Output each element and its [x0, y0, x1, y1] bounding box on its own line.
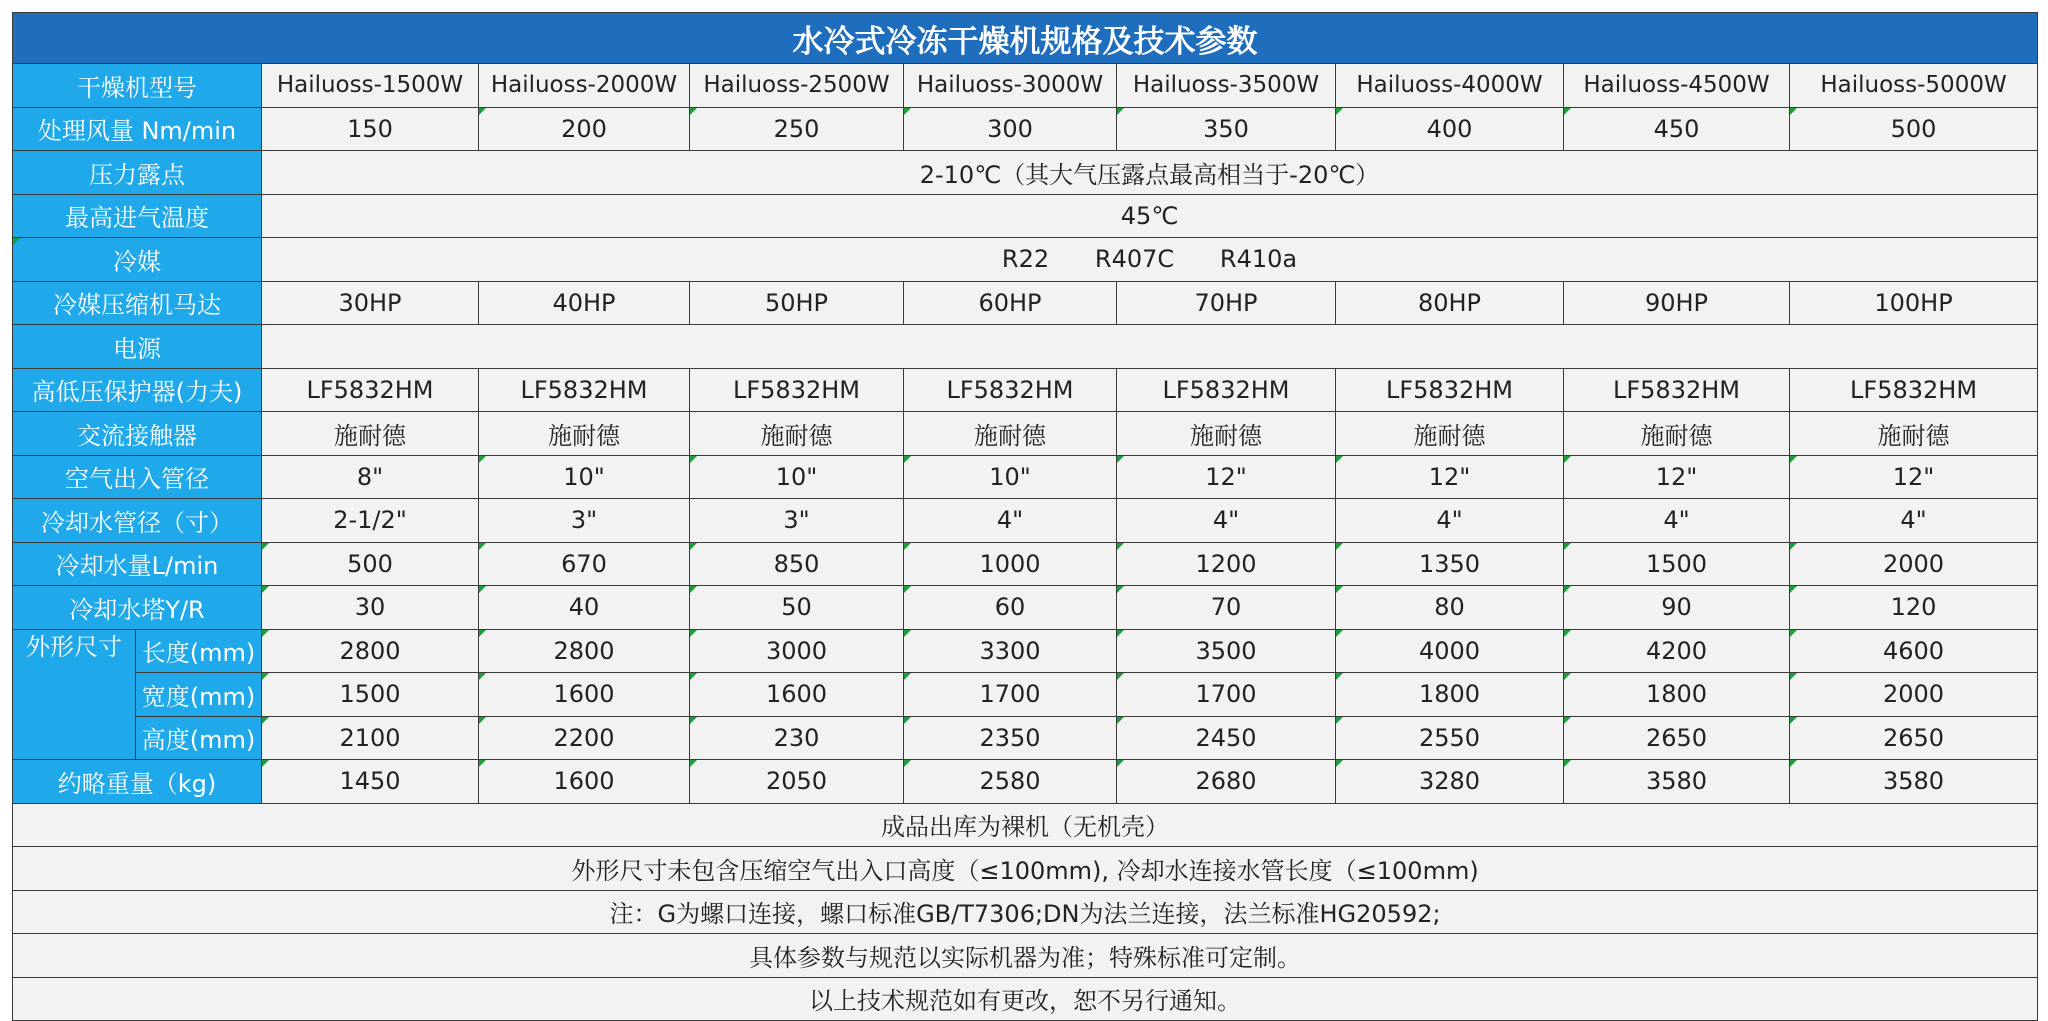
- spec-table-body: [13, 13, 2038, 1021]
- value-cell: 300: [904, 107, 1117, 151]
- value-cell: 60: [904, 586, 1117, 630]
- note-row: [13, 803, 2038, 847]
- note-row: [13, 977, 2038, 1021]
- value-cell: 850: [690, 542, 904, 586]
- value-cell: 80: [1336, 586, 1564, 630]
- dimensions-group-text: 外形尺寸: [26, 632, 122, 661]
- value-cell: 2680: [1117, 760, 1336, 804]
- merged-value-cell: 45℃: [262, 194, 2038, 238]
- value-cell: 10": [904, 455, 1117, 499]
- row-label: 冷却水管径（寸）: [13, 499, 262, 543]
- value-cell: 12": [1117, 455, 1336, 499]
- value-cell: 70HP: [1117, 281, 1336, 325]
- merged-value-cell: [262, 325, 2038, 369]
- compressor-motor-row: [13, 281, 2038, 325]
- value-cell: 3580: [1790, 760, 2038, 804]
- row-label: 冷媒压缩机马达: [13, 281, 262, 325]
- value-cell: 2050: [690, 760, 904, 804]
- value-cell: 150: [262, 107, 479, 151]
- value-cell: 4000: [1336, 629, 1564, 673]
- value-cell: 2000: [1790, 542, 2038, 586]
- value-cell: 施耐德: [479, 412, 690, 456]
- value-cell: 4": [1336, 499, 1564, 543]
- note-text: 具体参数与规范以实际机器为准；特殊标准可定制。: [13, 934, 2038, 978]
- merged-value-cell: 2-10℃（其大气压露点最高相当于-20℃）: [262, 151, 2038, 195]
- row-label: 最高进气温度: [13, 194, 262, 238]
- row-label: 电源: [13, 325, 262, 369]
- value-cell: 3580: [1564, 760, 1790, 804]
- power-supply-row: [13, 325, 2038, 369]
- value-cell: LF5832HM: [1790, 368, 2038, 412]
- value-cell: LF5832HM: [904, 368, 1117, 412]
- value-cell: 1700: [904, 673, 1117, 717]
- value-cell: 施耐德: [1336, 412, 1564, 456]
- dimension-row-length: [13, 629, 2038, 673]
- model-name-cell: Hailuoss-4000W: [1336, 64, 1564, 108]
- row-label: 空气出入管径: [13, 455, 262, 499]
- cooling-pipe-row: [13, 499, 2038, 543]
- value-cell: 1500: [1564, 542, 1790, 586]
- dimension-label: 长度(mm): [136, 629, 262, 673]
- value-cell: 施耐德: [1790, 412, 2038, 456]
- value-cell: 施耐德: [690, 412, 904, 456]
- value-cell: 施耐德: [904, 412, 1117, 456]
- value-cell: 1800: [1564, 673, 1790, 717]
- value-cell: 60HP: [904, 281, 1117, 325]
- note-text: 注：G为螺口连接，螺口标准GB/T7306;DN为法兰连接，法兰标准HG20592;: [13, 890, 2038, 934]
- max-inlet-temp-row: [13, 194, 2038, 238]
- title-row: [13, 13, 2038, 64]
- cooling-water-row: [13, 542, 2038, 586]
- dew-point-row: [13, 151, 2038, 195]
- value-cell: 3": [479, 499, 690, 543]
- value-cell: 2650: [1564, 716, 1790, 760]
- value-cell: 2350: [904, 716, 1117, 760]
- value-cell: 90HP: [1564, 281, 1790, 325]
- value-cell: 100HP: [1790, 281, 2038, 325]
- refrigerant-row: [13, 238, 2038, 282]
- dimension-label: 宽度(mm): [136, 673, 262, 717]
- value-cell: 3": [690, 499, 904, 543]
- value-cell: 1350: [1336, 542, 1564, 586]
- value-cell: 10": [479, 455, 690, 499]
- model-name-cell: Hailuoss-5000W: [1790, 64, 2038, 108]
- value-cell: 50: [690, 586, 904, 630]
- value-cell: 2450: [1117, 716, 1336, 760]
- row-label: 压力露点: [13, 151, 262, 195]
- value-cell: 1600: [479, 673, 690, 717]
- value-cell: 500: [1790, 107, 2038, 151]
- value-cell: 1600: [690, 673, 904, 717]
- value-cell: 4": [904, 499, 1117, 543]
- air-pipe-row: [13, 455, 2038, 499]
- value-cell: 10": [690, 455, 904, 499]
- value-cell: 30: [262, 586, 479, 630]
- value-cell: 2550: [1336, 716, 1564, 760]
- value-cell: 1800: [1336, 673, 1564, 717]
- cooling-tower-row: [13, 586, 2038, 630]
- value-cell: 1450: [262, 760, 479, 804]
- value-cell: 4600: [1790, 629, 2038, 673]
- value-cell: 施耐德: [1117, 412, 1336, 456]
- note-row: [13, 847, 2038, 891]
- value-cell: 90: [1564, 586, 1790, 630]
- value-cell: 2-1/2": [262, 499, 479, 543]
- value-cell: 2650: [1790, 716, 2038, 760]
- value-cell: 400: [1336, 107, 1564, 151]
- dimension-row-height: [13, 716, 2038, 760]
- row-label: 处理风量 Nm/min: [13, 107, 262, 151]
- value-cell: 500: [262, 542, 479, 586]
- merged-value-cell: R22 R407C R410a: [262, 238, 2038, 282]
- value-cell: 250: [690, 107, 904, 151]
- value-cell: 施耐德: [1564, 412, 1790, 456]
- value-cell: 2800: [479, 629, 690, 673]
- model-row: [13, 64, 2038, 108]
- value-cell: 3280: [1336, 760, 1564, 804]
- value-cell: 12": [1790, 455, 2038, 499]
- note-text: 以上技术规范如有更改，恕不另行通知。: [13, 977, 2038, 1021]
- value-cell: 12": [1336, 455, 1564, 499]
- value-cell: 2200: [479, 716, 690, 760]
- spec-table: [12, 12, 2038, 1021]
- value-cell: 670: [479, 542, 690, 586]
- row-label: 约略重量（kg): [13, 760, 262, 804]
- value-cell: 12": [1564, 455, 1790, 499]
- note-row: [13, 934, 2038, 978]
- note-text: 外形尺寸未包含压缩空气出入口高度（≤100mm), 冷却水连接水管长度（≤100mm): [13, 847, 2038, 891]
- value-cell: 8": [262, 455, 479, 499]
- value-cell: 施耐德: [262, 412, 479, 456]
- row-label: 冷媒: [13, 238, 262, 282]
- pressure-protector-row: [13, 368, 2038, 412]
- weight-row: [13, 760, 2038, 804]
- value-cell: LF5832HM: [1117, 368, 1336, 412]
- note-row: [13, 890, 2038, 934]
- value-cell: 40: [479, 586, 690, 630]
- value-cell: 2800: [262, 629, 479, 673]
- value-cell: 30HP: [262, 281, 479, 325]
- model-name-cell: Hailuoss-2500W: [690, 64, 904, 108]
- row-label: 干燥机型号: [13, 64, 262, 108]
- row-label: 冷却水塔Y/R: [13, 586, 262, 630]
- value-cell: 80HP: [1336, 281, 1564, 325]
- value-cell: 1200: [1117, 542, 1336, 586]
- row-label: 冷却水量L/min: [13, 542, 262, 586]
- model-name-cell: Hailuoss-2000W: [479, 64, 690, 108]
- airflow-row: [13, 107, 2038, 151]
- model-name-cell: Hailuoss-4500W: [1564, 64, 1790, 108]
- note-text: 成品出库为裸机（无机壳）: [13, 803, 2038, 847]
- value-cell: LF5832HM: [479, 368, 690, 412]
- value-cell: 450: [1564, 107, 1790, 151]
- dimension-row-width: [13, 673, 2038, 717]
- value-cell: 230: [690, 716, 904, 760]
- value-cell: 2000: [1790, 673, 2038, 717]
- value-cell: 200: [479, 107, 690, 151]
- value-cell: 4": [1117, 499, 1336, 543]
- value-cell: 3000: [690, 629, 904, 673]
- value-cell: 3500: [1117, 629, 1336, 673]
- value-cell: LF5832HM: [1336, 368, 1564, 412]
- value-cell: 4": [1790, 499, 2038, 543]
- model-name-cell: Hailuoss-1500W: [262, 64, 479, 108]
- value-cell: 1000: [904, 542, 1117, 586]
- value-cell: 70: [1117, 586, 1336, 630]
- dimension-label: 高度(mm): [136, 716, 262, 760]
- ac-contactor-row: [13, 412, 2038, 456]
- value-cell: 4200: [1564, 629, 1790, 673]
- dimensions-group-label: [13, 629, 136, 760]
- value-cell: 3300: [904, 629, 1117, 673]
- value-cell: 1500: [262, 673, 479, 717]
- value-cell: 50HP: [690, 281, 904, 325]
- value-cell: 2100: [262, 716, 479, 760]
- value-cell: 120: [1790, 586, 2038, 630]
- value-cell: 40HP: [479, 281, 690, 325]
- value-cell: LF5832HM: [690, 368, 904, 412]
- value-cell: LF5832HM: [262, 368, 479, 412]
- value-cell: 2580: [904, 760, 1117, 804]
- table-title: 水冷式冷冻干燥机规格及技术参数: [13, 13, 2038, 64]
- row-label: 高低压保护器(力夫): [13, 368, 262, 412]
- model-name-cell: Hailuoss-3000W: [904, 64, 1117, 108]
- value-cell: 1700: [1117, 673, 1336, 717]
- value-cell: 4": [1564, 499, 1790, 543]
- model-name-cell: Hailuoss-3500W: [1117, 64, 1336, 108]
- value-cell: 1600: [479, 760, 690, 804]
- value-cell: 350: [1117, 107, 1336, 151]
- row-label: 交流接触器: [13, 412, 262, 456]
- value-cell: LF5832HM: [1564, 368, 1790, 412]
